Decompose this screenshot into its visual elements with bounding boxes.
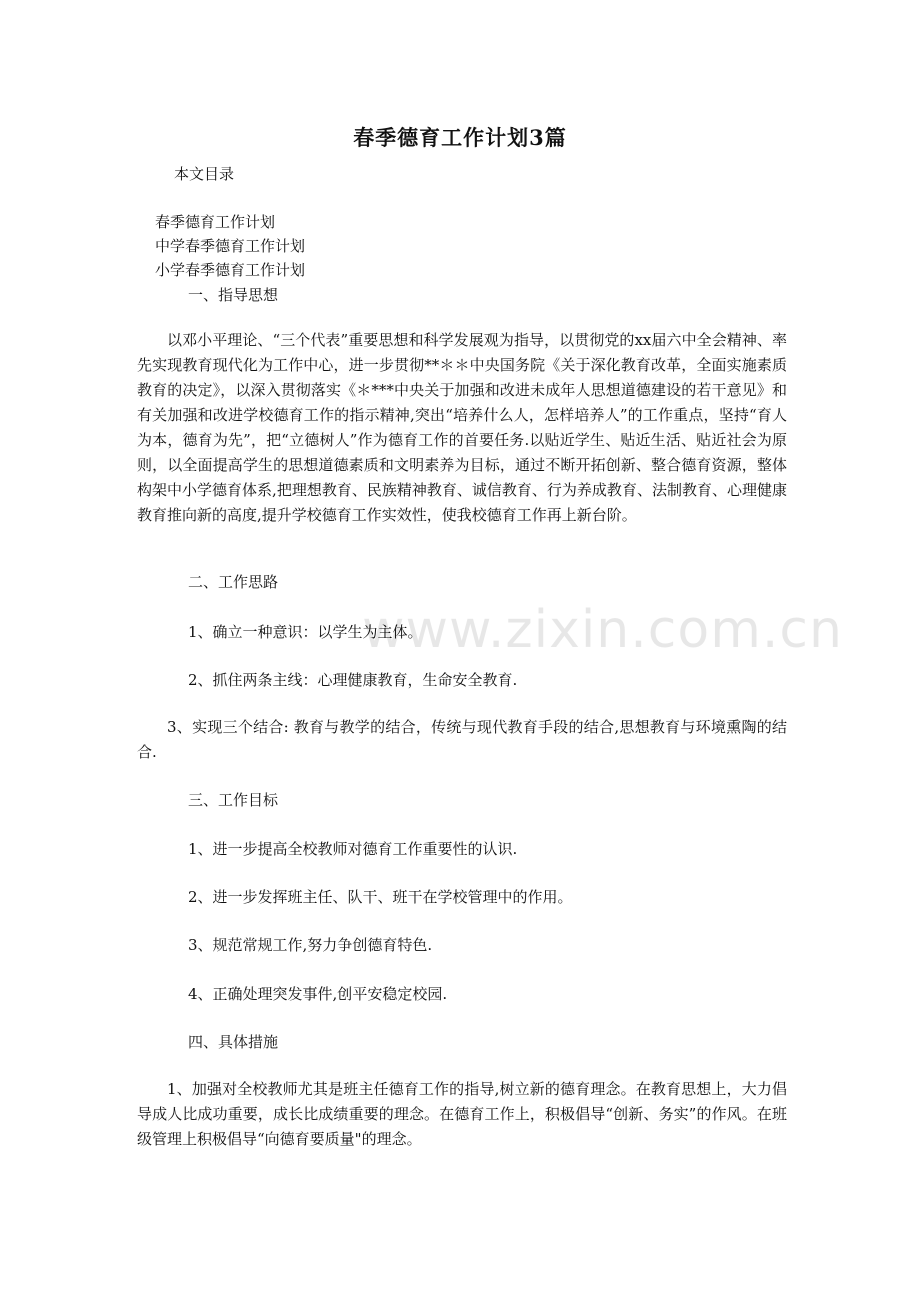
list-item: 2、进一步发挥班主任、队干、班干在学校管理中的作用。 — [188, 888, 573, 906]
list-item: 2、抓住两条主线：心理健康教育，生命安全教育. — [188, 671, 518, 689]
toc-item[interactable]: 小学春季德育工作计划 — [155, 261, 306, 279]
section-heading: 一、指导思想 — [188, 286, 279, 304]
toc-item[interactable]: 中学春季德育工作计划 — [155, 237, 306, 255]
paragraph: 以邓小平理论、“三个代表”重要思想和科学发展观为指导，以贯彻党的xx届六中全会精神、率先实现教育现代化为工作中心，进一步贯彻**＊＊中央国务院《关于深化教育改革，全面实施素质教育的决定》，以深入贯彻落实《＊***中央关于加强和改进未成年人思想道德建设的若干意见》和有关加强和改进学校德育工作的指示精神,突出“培养什么人，怎样培养人”的工作重点，坚持“育人为本，德育为先”，把“立德树人”作为德育工作的首要任务.以贴近学生、贴近生活、贴近社会为原则，以全面提高学生的思想道德素质和文明素养为目标，通过不断开拓创新、整合德育资源，整体构架中小学德育体系,把理想教育、民族精神教育、诚信教育、行为养成教育、法制教育、心理健康教育推向新的高度,提升学校德育工作实效性，使我校德育工作再上新台阶。 — [137, 331, 787, 524]
toc-heading: 本文目录 — [174, 165, 235, 183]
list-item: 1、确立一种意识：以学生为主体。 — [188, 623, 423, 641]
section-heading: 二、工作思路 — [188, 573, 279, 591]
list-item: 3、规范常规工作,努力争创德育特色. — [188, 936, 433, 954]
list-item: 3、实现三个结合: 教育与教学的结合，传统与现代教育手段的结合,思想教育与环境熏陶的结合. — [137, 718, 787, 761]
watermark: www.zixin.com.cn — [362, 600, 843, 660]
document-title: 春季德育工作计划3篇 — [353, 125, 567, 150]
section-heading: 三、工作目标 — [188, 791, 279, 809]
list-item: 4、正确处理突发事件,创平安稳定校园. — [188, 985, 448, 1003]
list-item: 1、进一步提高全校教师对德育工作重要性的认识. — [188, 840, 518, 858]
section-heading: 四、具体措施 — [188, 1033, 279, 1051]
toc-item[interactable]: 春季德育工作计划 — [155, 213, 276, 231]
paragraph: 1、加强对全校教师尤其是班主任德育工作的指导,树立新的德育理念。在教育思想上，大力倡导成人比成功重要，成长比成绩重要的理念。在德育工作上，积极倡导“创新、务实”的作风。在班级管理上积极倡导“向德育要质量"的理念。 — [137, 1080, 787, 1148]
